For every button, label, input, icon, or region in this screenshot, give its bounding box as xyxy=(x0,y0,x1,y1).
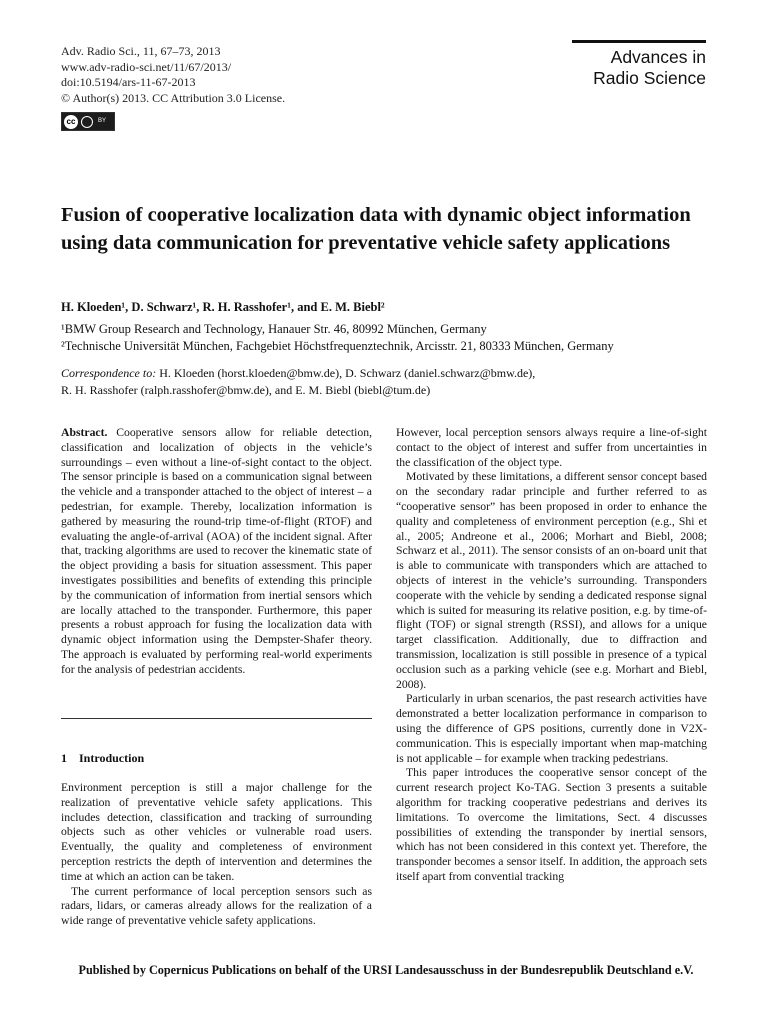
doi[interactable]: doi:10.5194/ars-11-67-2013 xyxy=(61,75,196,89)
article-metadata xyxy=(61,44,285,131)
section-title: Introduction xyxy=(79,751,145,765)
journal-logo xyxy=(572,40,706,89)
paragraph: However, local perception sensors always require a line-of-sight contact to the object of interest and suffer from uncertainties in the classification of the object type. xyxy=(396,426,707,469)
abstract-text: Cooperative sensors allow for reliable detection, classification and localization of objects in the vehicle’s surroundings – even without a line-of-sight contact to the object. The sensor principle is based on a communication signal between the vehicle and a transponder attached to the object of interest – a pedestrian, for example. Thereby, localization information is gathered by measuring the round-trip time-of-flight (RTOF) and evaluating the angle-of-arrival (AOA) of the incident signal. After that, tracking algorithms are used to recover the kinematic state of the object providing a basis for situation assessment. This paper investigates possibilities and benefits of extending this principle by the communication of information from inertial sensors which are locally attached to the transponder. Furthermore, this paper presents a robust approach for fusing the localization data with dynamic object information using the Dempster-Shafer theory. The approach is evaluated by performing real-world experiments for the analysis of pedestrian accidents. xyxy=(61,426,372,676)
by-label: BY xyxy=(98,117,107,124)
publisher-footer: Published by Copernicus Publications on behalf of the URSI Landesausschuss in der Bundesrepublik Deutschland e.V. xyxy=(78,963,694,977)
paragraph: Particularly in urban scenarios, the past research activities have demonstrated a better localization performance in comparison to using the difference of GPS positions, currently done in V2X-communication. This is especially important when map-matching is not applicable – for example when tracking pedestrians. xyxy=(396,692,707,765)
correspondence-label: Correspondence to: xyxy=(61,366,157,380)
correspondence-line-2: R. H. Rasshofer (ralph.rasshofer@bmw.de), and E. M. Biebl (biebl@tum.de) xyxy=(61,383,431,397)
author-list: H. Kloeden¹, D. Schwarz¹, R. H. Rasshofer¹, and E. M. Biebl² xyxy=(61,300,385,314)
left-column xyxy=(61,426,372,678)
paragraph: The current performance of local perception sensors such as radars, lidars, or cameras already allows for the realization of a wide range of preventative vehicle safety applications. xyxy=(61,884,372,928)
citation: Adv. Radio Sci., 11, 67–73, 2013 xyxy=(61,44,221,58)
affiliation-2: ²Technische Universität München, Fachgebiet Höchstfrequenztechnik, Arcisstr. 21, 80333 München, Germany xyxy=(61,339,614,353)
paper-title: Fusion of cooperative localization data with dynamic object information using data communication for preventative vehicle safety applications xyxy=(61,204,691,254)
copyright: © Author(s) 2013. CC Attribution 3.0 License. xyxy=(61,90,286,105)
paragraph: Motivated by these limitations, a different sensor concept based on the secondary radar principle and further referred to as “cooperative sensor” has been proposed in order to enhance the quality and completeness of environment perception (e.g., Shi et al., 2005; Andreone et al., 2006; Morhart and Biebl, 2008; Schwarz et al., 2011). The sensor consists of an on-board unit that is able to communicate with transponders which are attached to objects of interest in the vehicle’s surrounding. Transponders cooperate with the vehicle by sending a dedicated response signal which is suited for measuring its relative position, e.g. by time-of-flight (TOF) or signal strength (RSSI), and allows for a unique target classification. Additionally, due to diffraction and transmission, localization is still possible in presence of a typical occlusion such as a parking vehicle (see e.g. Morhart and Biebl, 2008). xyxy=(396,470,707,691)
correspondence xyxy=(61,365,535,399)
introduction-left xyxy=(61,781,372,929)
abstract-divider xyxy=(61,718,372,719)
affiliation-1: ¹BMW Group Research and Technology, Hanauer Str. 46, 80992 München, Germany xyxy=(61,322,487,336)
by-person-icon xyxy=(81,116,93,128)
journal-name-line1: Advances in xyxy=(610,47,706,67)
cc-by-license-icon[interactable] xyxy=(61,112,115,131)
paragraph: Environment perception is still a major challenge for the realization of preventative vehicle safety applications. This includes detection, classification and tracking of surrounding objects such as other vehicles or vulnerable road users. Eventually, the quality and completeness of environment perception restricts the depth of intervention and determines the time at which an action can be taken. xyxy=(61,781,372,883)
abstract xyxy=(61,426,372,678)
section-heading-introduction xyxy=(61,751,144,766)
right-column xyxy=(396,426,707,885)
paragraph: This paper introduces the cooperative sensor concept of the current research project Ko-TAG. Section 3 presents a suitable algorithm for tracking cooperative pedestrians and derives its limitations. To overcome the limitations, Sect. 4 discusses possibilities of extending the transponder by inertial sensors, which has not been considered in this context yet. Therefore, the transponder becomes a sensor itself. In addition, the approach sets itself apart from convential tracking xyxy=(396,766,707,883)
section-number: 1 xyxy=(61,751,67,765)
cc-logo-icon: cc xyxy=(64,115,78,129)
abstract-label: Abstract. xyxy=(61,426,108,439)
journal-name-line2: Radio Science xyxy=(593,68,706,88)
journal-url[interactable]: www.adv-radio-sci.net/11/67/2013/ xyxy=(61,59,232,74)
correspondence-line-1: H. Kloeden (horst.kloeden@bmw.de), D. Schwarz (daniel.schwarz@bmw.de), xyxy=(156,366,536,380)
